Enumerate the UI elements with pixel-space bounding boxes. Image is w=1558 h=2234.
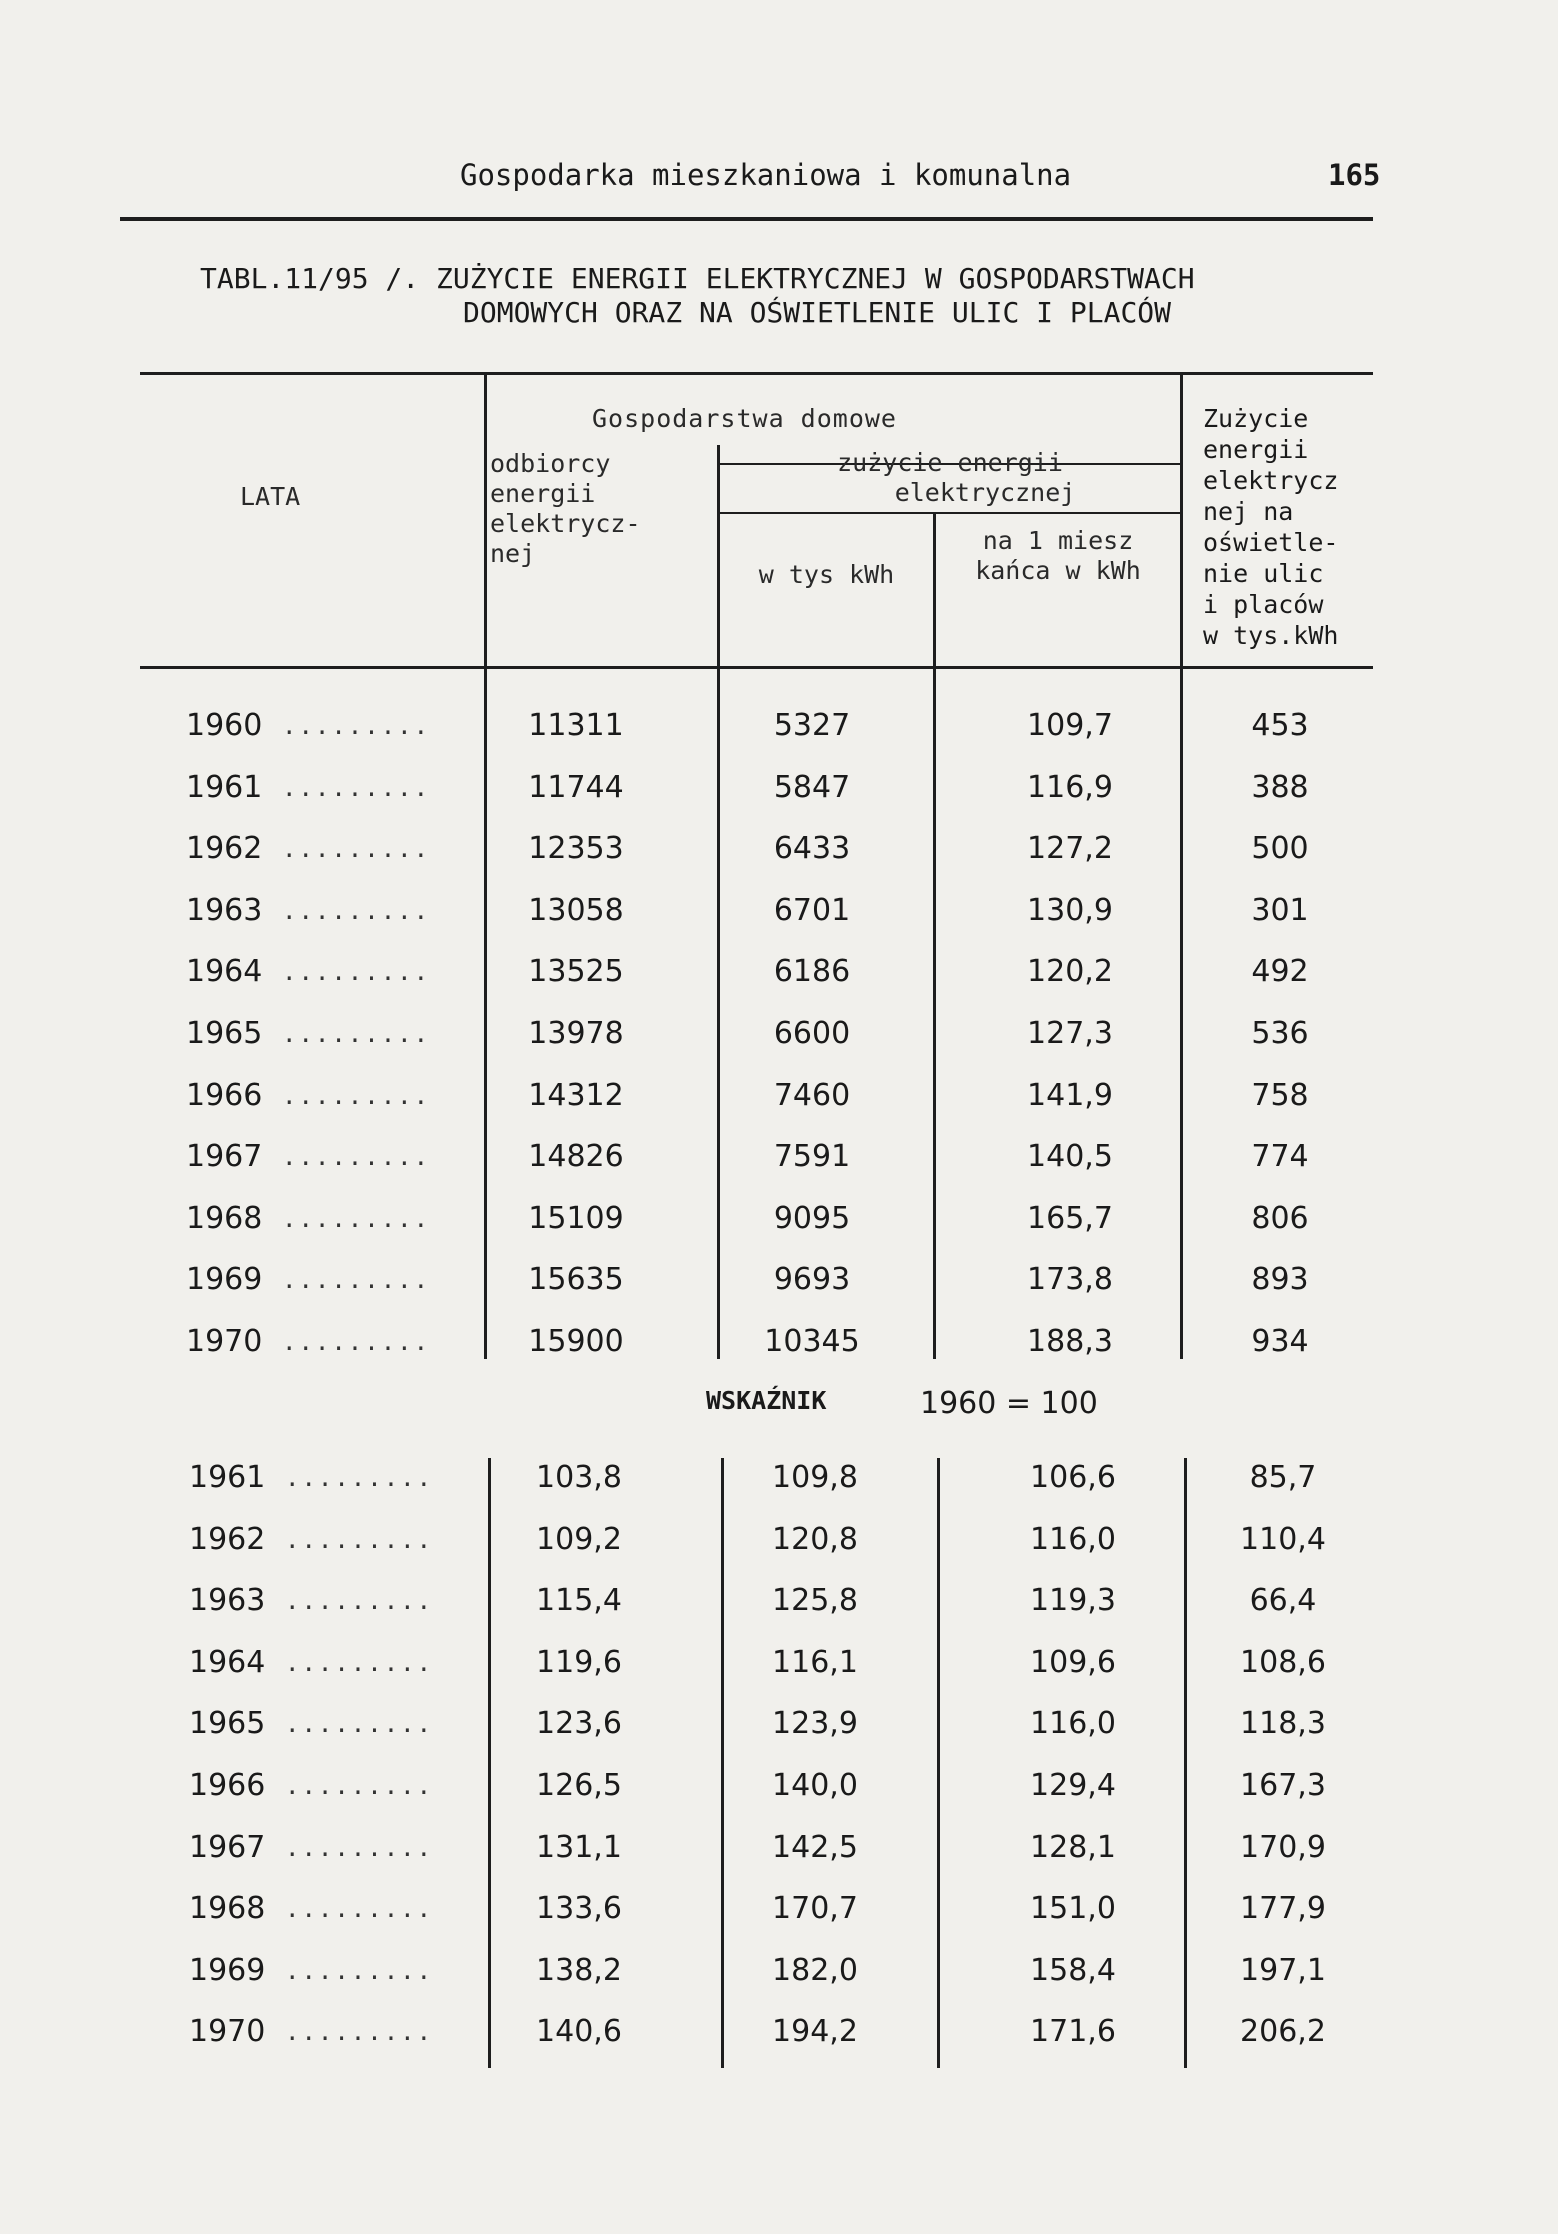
row-leader-dots: ......... (282, 896, 431, 925)
cell-street: 934 (1251, 1324, 1309, 1359)
row-leader-dots: ......... (282, 1266, 431, 1295)
row-leader-dots: ......... (285, 1710, 434, 1739)
usage-subheader-rule (720, 512, 1180, 514)
cell-street: 536 (1251, 1016, 1309, 1051)
cell-consumers: 12353 (528, 831, 624, 867)
cell-street: 170,9 (1240, 1829, 1326, 1865)
cell-total: 125,8 (772, 1583, 858, 1619)
row-leader-dots: ......... (285, 1525, 434, 1554)
cell-per-capita: 130,9 (1027, 892, 1113, 928)
cell-consumers: 115,4 (536, 1583, 622, 1619)
cell-street: 500 (1251, 831, 1309, 867)
row-year: 1961 (189, 1460, 266, 1495)
col-consumers-line: odbiorcy (490, 449, 611, 478)
cell-per-capita: 116,0 (1030, 1521, 1116, 1557)
group-usage-header (720, 448, 1180, 508)
header-vline-1 (484, 375, 487, 666)
row-leader-dots: ......... (282, 712, 431, 740)
cell-total: 120,8 (772, 1521, 858, 1557)
cell-street: 758 (1251, 1077, 1309, 1113)
row-leader-dots: ......... (285, 1648, 434, 1677)
row-leader-dots: ......... (282, 1143, 431, 1172)
cell-street: 206,2 (1240, 2014, 1326, 2050)
cell-total: 140,0 (772, 1768, 858, 1803)
table-title-line1: TABL.11/95 /. ZUŻYCIE ENERGII ELEKTRYCZNEJ W GOSPODARSTWACH (200, 262, 1195, 295)
row-leader-dots: ......... (282, 835, 431, 864)
cell-total: 6186 (773, 954, 851, 990)
cell-total: 109,8 (772, 1460, 858, 1495)
cell-total: 5327 (773, 708, 851, 743)
running-title: Gospodarka mieszkaniowa i komunalna (460, 158, 1072, 192)
row-leader-dots: ......... (282, 1020, 431, 1048)
row-leader-dots: ......... (285, 1464, 434, 1492)
cell-per-capita: 158,4 (1030, 1952, 1116, 1988)
row-year: 1970 (186, 1324, 263, 1359)
cell-per-capita: 129,4 (1030, 1768, 1116, 1803)
cell-total: 7460 (773, 1077, 851, 1113)
cell-total: 170,7 (772, 1891, 858, 1927)
cell-consumers: 109,2 (536, 1521, 622, 1557)
cell-total: 6701 (773, 892, 851, 928)
row-year: 1966 (189, 1768, 266, 1803)
index-label: WSKAŹNIK (706, 1386, 827, 1415)
cell-street: 177,9 (1240, 1891, 1326, 1927)
index-base: 1960 = 100 (920, 1386, 1098, 1421)
cell-consumers: 138,2 (536, 1952, 622, 1988)
cell-consumers: 14826 (528, 1139, 624, 1175)
cell-per-capita: 109,6 (1030, 1644, 1116, 1680)
cell-consumers: 11311 (528, 708, 624, 743)
index-vline-4 (1184, 1458, 1187, 2068)
cell-street: 108,6 (1240, 1644, 1326, 1680)
index-vline-3 (937, 1458, 940, 2068)
cell-total: 182,0 (772, 1952, 858, 1988)
cell-per-capita: 119,3 (1030, 1583, 1116, 1619)
col-street-line: Zużycie (1203, 404, 1309, 433)
cell-per-capita: 116,9 (1027, 769, 1113, 805)
cell-consumers: 13525 (528, 954, 624, 990)
row-leader-dots: ......... (282, 1204, 431, 1233)
row-year: 1964 (189, 1644, 266, 1680)
row-year: 1966 (186, 1077, 263, 1113)
cell-per-capita: 116,0 (1030, 1706, 1116, 1742)
row-leader-dots: ......... (285, 2018, 434, 2047)
cell-consumers: 119,6 (536, 1644, 622, 1680)
col-street-line: oświetle- (1203, 528, 1339, 557)
row-year: 1962 (189, 1521, 266, 1557)
cell-consumers: 103,8 (536, 1460, 622, 1495)
col-street-line: nej na (1203, 497, 1294, 526)
cell-consumers: 140,6 (536, 2014, 622, 2050)
cell-per-capita: 140,5 (1027, 1139, 1113, 1175)
cell-per-capita: 120,2 (1027, 954, 1113, 990)
col-street-line: nie ulic (1203, 559, 1324, 588)
cell-consumers: 14312 (528, 1077, 624, 1113)
row-leader-dots: ......... (285, 1956, 434, 1985)
header-bottom-rule (140, 666, 1373, 669)
row-leader-dots: ......... (282, 773, 431, 802)
cell-per-capita: 109,7 (1027, 708, 1113, 743)
cell-consumers: 11744 (528, 769, 624, 805)
col-street-line: elektrycz (1203, 466, 1339, 495)
col-street-line: w tys.kWh (1203, 621, 1339, 650)
col-years-header: LATA (240, 482, 301, 511)
cell-street: 492 (1251, 954, 1309, 990)
cell-consumers: 15635 (528, 1262, 624, 1298)
group-usage-line: elektrycznej (894, 478, 1076, 507)
cell-total: 10345 (764, 1324, 860, 1359)
row-year: 1970 (189, 2014, 266, 2050)
cell-per-capita: 141,9 (1027, 1077, 1113, 1113)
cell-street: 806 (1251, 1200, 1309, 1236)
col-per-capita-line: na 1 miesz (982, 526, 1134, 555)
cell-per-capita: 127,2 (1027, 831, 1113, 867)
row-year: 1969 (186, 1262, 263, 1298)
col-street-header (1203, 403, 1338, 651)
cell-street: 66,4 (1249, 1583, 1317, 1619)
cell-consumers: 15900 (528, 1324, 624, 1359)
cell-street: 893 (1251, 1262, 1309, 1298)
cell-total: 6433 (773, 831, 851, 867)
row-leader-dots: ......... (285, 1772, 434, 1800)
col-per-capita-header (936, 526, 1180, 586)
cell-total: 116,1 (772, 1644, 858, 1680)
row-year: 1968 (189, 1891, 266, 1927)
row-year: 1968 (186, 1200, 263, 1236)
cell-total: 123,9 (772, 1706, 858, 1742)
group-usage-line: zużycie energii (837, 448, 1063, 477)
row-year: 1962 (186, 831, 263, 867)
cell-total: 142,5 (772, 1829, 858, 1865)
cell-consumers: 13058 (528, 892, 624, 928)
row-year: 1960 (186, 708, 263, 743)
col-consumers-line: nej (490, 539, 536, 568)
body-vline-4 (1180, 669, 1183, 1359)
cell-per-capita: 188,3 (1027, 1324, 1113, 1359)
cell-per-capita: 128,1 (1030, 1829, 1116, 1865)
cell-street: 197,1 (1240, 1952, 1326, 1988)
col-street-line: energii (1203, 435, 1309, 464)
cell-consumers: 13978 (528, 1016, 624, 1051)
row-year: 1963 (189, 1583, 266, 1619)
cell-street: 774 (1251, 1139, 1309, 1175)
cell-street: 118,3 (1240, 1706, 1326, 1742)
cell-consumers: 126,5 (536, 1768, 622, 1803)
row-year: 1965 (186, 1016, 263, 1051)
cell-consumers: 123,6 (536, 1706, 622, 1742)
cell-consumers: 131,1 (536, 1829, 622, 1865)
row-year: 1964 (186, 954, 263, 990)
row-leader-dots: ......... (282, 1328, 431, 1356)
cell-per-capita: 106,6 (1030, 1460, 1116, 1495)
col-street-line: i placów (1203, 590, 1324, 619)
col-consumers-header (490, 449, 641, 569)
cell-street: 167,3 (1240, 1768, 1326, 1803)
cell-total: 5847 (773, 769, 851, 805)
col-consumers-line: energii (490, 479, 596, 508)
cell-per-capita: 127,3 (1027, 1016, 1113, 1051)
row-leader-dots: ......... (285, 1833, 434, 1862)
cell-per-capita: 165,7 (1027, 1200, 1113, 1236)
row-year: 1965 (189, 1706, 266, 1742)
cell-total: 7591 (773, 1139, 851, 1175)
header-rule (120, 217, 1373, 221)
cell-street: 85,7 (1249, 1460, 1317, 1495)
cell-consumers: 133,6 (536, 1891, 622, 1927)
cell-street: 301 (1251, 892, 1309, 928)
header-vline-4 (1180, 375, 1183, 666)
cell-consumers: 15109 (528, 1200, 624, 1236)
row-leader-dots: ......... (282, 958, 431, 987)
cell-per-capita: 151,0 (1030, 1891, 1116, 1927)
col-per-capita-line: kańca w kWh (975, 556, 1141, 585)
cell-total: 9693 (773, 1262, 851, 1298)
row-year: 1969 (189, 1952, 266, 1988)
body-vline-2 (717, 669, 720, 1359)
cell-street: 388 (1251, 769, 1309, 805)
row-leader-dots: ......... (282, 1081, 431, 1110)
cell-street: 453 (1251, 708, 1309, 743)
cell-total: 194,2 (772, 2014, 858, 2050)
row-year: 1967 (186, 1139, 263, 1175)
cell-per-capita: 171,6 (1030, 2014, 1116, 2050)
index-vline-2 (721, 1458, 724, 2068)
table-top-rule (140, 372, 1373, 375)
row-year: 1967 (189, 1829, 266, 1865)
row-leader-dots: ......... (285, 1587, 434, 1616)
body-vline-3 (933, 669, 936, 1359)
page-number: 165 (1328, 158, 1381, 192)
cell-total: 9095 (773, 1200, 851, 1236)
col-consumers-line: elektrycz- (490, 509, 641, 538)
cell-per-capita: 173,8 (1027, 1262, 1113, 1298)
row-year: 1963 (186, 892, 263, 928)
cell-street: 110,4 (1240, 1521, 1326, 1557)
row-year: 1961 (186, 769, 263, 805)
row-leader-dots: ......... (285, 1895, 434, 1924)
group-households-header: Gospodarstwa domowe (592, 404, 897, 433)
table-title-line2: DOMOWYCH ORAZ NA OŚWIETLENIE ULIC I PLACÓW (463, 296, 1172, 329)
cell-total: 6600 (773, 1016, 851, 1051)
col-total-header: w tys kWh (758, 560, 895, 589)
